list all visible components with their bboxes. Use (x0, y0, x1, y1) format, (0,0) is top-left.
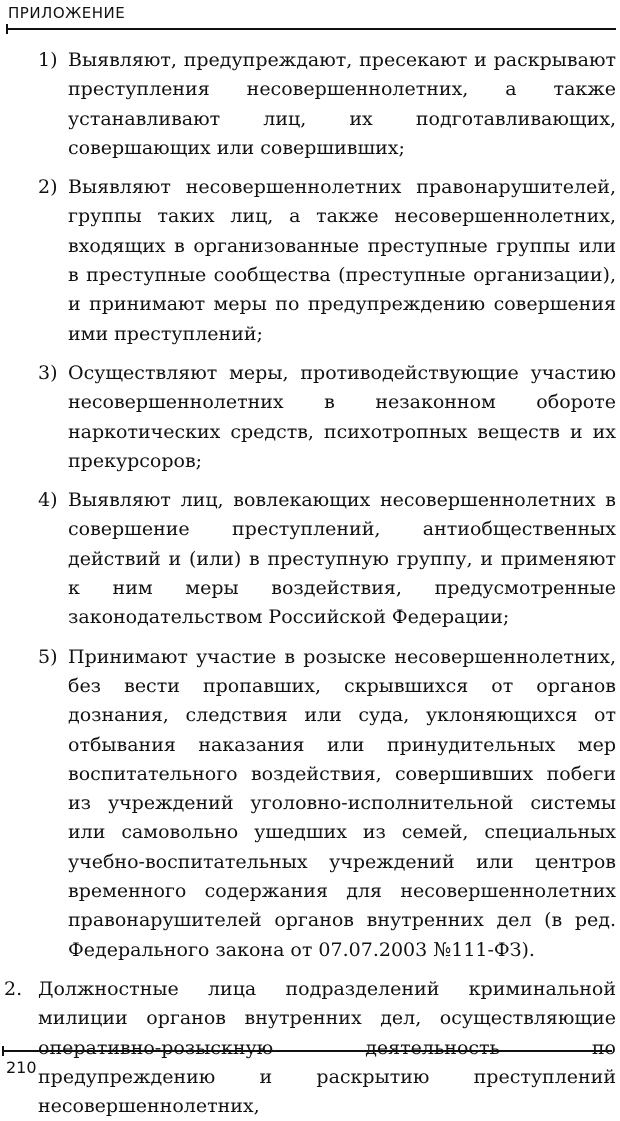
paragraph-text: Должностные лица подразделений криминальной милиции органов внутренних дел, осуществляющие оперативно-розыскную деятельность по предупреждению и раскрытию преступлений несовершеннолетних, (38, 977, 616, 1118)
list-item-text: Принимают участие в розыске несовершеннолетних, без вести пропавших, скрывшихся от органов дознания, следствия или суда, уклоняющихся от отбывания наказания или принудительных мер воспитательного воздействия, совершивших побеги из учреждений уголовно-исполнительной системы или самовольно ушедших из семей, специальных учебно-воспитательных учреждений или центров временного содержания для несовершеннолетних правонарушителей органов внутренних дел (в ред. Федерального закона от 07.07.2003 №111-ФЗ). (68, 645, 616, 961)
running-header (4, 2, 614, 30)
list-item-text: Выявляют лиц, вовлекающих несовершеннолетних в совершение преступлений, антиобщественных действий и (или) в преступную группу, и применяют к ним меры воздействия, предусмотренные законодательством Российской Федерации; (68, 489, 616, 629)
header-rule (8, 28, 616, 30)
list-item-4 (28, 486, 616, 632)
page-number: 210 (6, 1058, 37, 1077)
footer-rule (4, 1050, 612, 1052)
paragraph-number: 2. (4, 977, 23, 1000)
list-item-number: 1) (38, 49, 58, 71)
list-item-number: 3) (38, 361, 58, 384)
header-title: ПРИЛОЖЕНИЕ (8, 4, 126, 22)
list-item-1 (28, 46, 616, 163)
list-item-text: Осуществляют меры, противодействующие участию несовершеннолетних в незаконном обороте наркотических средств, психотропных веществ и их прекурсоров; (68, 361, 616, 472)
numbered-paragraph-2 (4, 975, 616, 1121)
list-item-3 (28, 359, 616, 476)
list-item-text: Выявляют, предупреждают, пресекают и раскрывают преступления несовершеннолетних, а также устанавливают лиц, их подготавливающих, совершающих или совершивших; (68, 49, 616, 159)
list-item-number: 2) (38, 176, 58, 199)
list-item-5 (28, 643, 616, 965)
list-item-2 (28, 173, 616, 349)
list-item-text: Выявляют несовершеннолетних правонарушителей, группы таких лиц, а также несовершеннолетних, входящих в организованные преступные группы или в преступные сообщества (преступные организации), и принимают меры по предупреждению совершения ими преступлений; (68, 176, 616, 345)
list-item-number: 5) (38, 645, 58, 668)
list-item-number: 4) (38, 489, 58, 512)
